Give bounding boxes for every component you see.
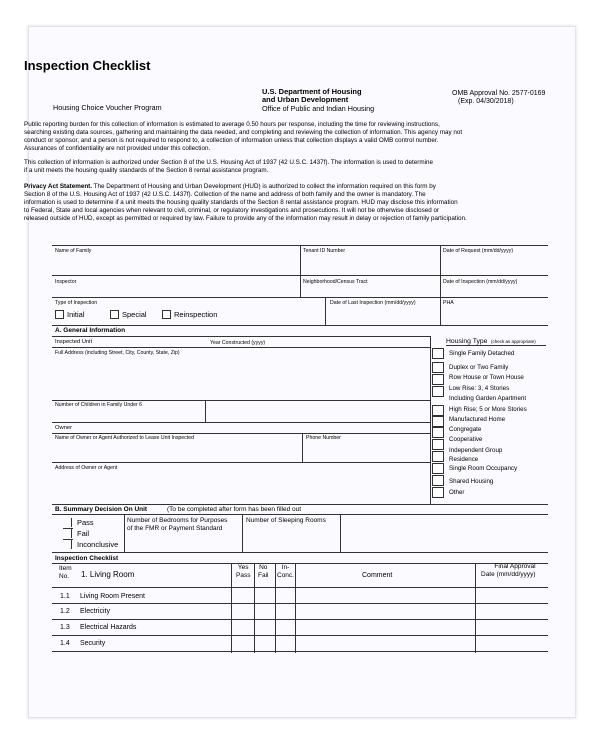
rule — [430, 336, 431, 504]
tenant-id-field[interactable] — [303, 256, 437, 273]
inconclusive-label: Inconclusive — [77, 540, 119, 549]
burden-statement: Public reporting burden for this collection of information is estimated to average 0.50 hours per response, including the time for reviewing instructions, searching existing data sources, gathering and maintaining the data needed, and completing and reviewing the collection of information. This agency may not conduct or sponsor, and a person is not required to respond to, a collection of information unless that collection displays a valid OMB control number. Assurances of confidentiality are not provided under this collection. — [24, 121, 463, 152]
room-heading: 1. Living Room — [81, 570, 135, 579]
row-comment-field[interactable] — [300, 605, 470, 617]
rule — [52, 504, 548, 505]
inspector-field[interactable] — [55, 286, 295, 296]
tenant-id-label: Tenant ID Number — [303, 248, 346, 254]
dept-line-2: and Urban Development — [262, 95, 349, 104]
row-comment-field[interactable] — [300, 590, 470, 602]
housing-option-label: Other — [449, 489, 465, 496]
neighborhood-label: Neighborhood/Census Tract — [303, 279, 368, 285]
housing-group-residence-checkbox[interactable] — [432, 451, 444, 462]
row-item: Living Room Present — [80, 593, 145, 600]
rule — [52, 587, 548, 588]
checklist-label: Inspection Checklist — [55, 555, 119, 562]
housing-option-label: Single Room Occupancy — [449, 465, 518, 472]
rule — [52, 635, 548, 636]
sleeping-rooms-field[interactable] — [246, 528, 336, 548]
housing-option-label: Single Family Detached — [449, 350, 515, 357]
date-of-request-field[interactable] — [443, 256, 545, 273]
rule — [52, 422, 430, 423]
rule — [52, 297, 548, 298]
inspected-unit-label: Inspected Unit — [55, 339, 93, 345]
initial-label: Initial — [67, 310, 85, 319]
name-of-family-field[interactable] — [55, 256, 295, 273]
rule — [446, 345, 546, 346]
full-address-field[interactable] — [55, 358, 425, 398]
rule — [302, 433, 303, 462]
housing-cooperative-checkbox[interactable] — [432, 439, 444, 450]
housing-row-house-checkbox[interactable] — [432, 374, 444, 385]
rule — [52, 347, 430, 348]
housing-option-label: Manufactured Home — [449, 416, 506, 423]
form-title: Inspection Checklist — [24, 58, 151, 73]
rule — [300, 245, 301, 297]
pha-field[interactable] — [443, 308, 545, 323]
type-of-inspection-label: Type of Inspection — [55, 300, 98, 306]
section-b-heading: B. Summary Decision On Unit — [55, 506, 148, 513]
sleeping-rooms-label: Number of Sleeping Rooms — [246, 517, 326, 524]
owner-address-field[interactable] — [55, 472, 425, 502]
housing-sro-checkbox[interactable] — [432, 463, 444, 474]
row-comment-field[interactable] — [300, 621, 470, 633]
col-yes-pass: Yes Pass — [236, 564, 251, 579]
rule — [325, 297, 326, 325]
row-number: 1.2 — [60, 608, 70, 615]
housing-shared-checkbox[interactable] — [432, 475, 444, 486]
privacy-statement — [24, 183, 534, 223]
section-a-heading: A. General Information — [55, 327, 126, 334]
fail-label: Fail — [77, 529, 90, 538]
rule — [124, 514, 125, 552]
housing-duplex-checkbox[interactable] — [432, 362, 444, 373]
housing-manufactured-checkbox[interactable] — [432, 416, 444, 427]
housing-option-label: High Rise; 5 or More Stories — [449, 406, 527, 413]
dept-line-1: U.S. Department of Housing — [262, 87, 362, 96]
housing-type-note: (check as appropriate) — [491, 339, 536, 344]
rule — [275, 563, 276, 653]
special-checkbox[interactable] — [110, 310, 119, 319]
housing-congregate-checkbox[interactable] — [432, 427, 444, 438]
rule — [242, 514, 243, 552]
bedrooms-label: Number of Bedrooms for Purposes of the FMR or Payment Standard — [127, 517, 228, 532]
row-item: Electrical Hazards — [80, 624, 137, 631]
section-b-note: (To be completed after form has been filled out — [167, 506, 302, 513]
row-item: Electricity — [80, 608, 110, 615]
num-children-field[interactable] — [208, 403, 426, 420]
housing-low-rise-checkbox[interactable] — [432, 386, 444, 397]
rule — [52, 462, 430, 463]
col-no-fail: No Fail — [258, 564, 269, 579]
phone-label: Phone Number — [306, 435, 341, 441]
housing-option-label: Duplex or Two Family — [449, 364, 509, 371]
rule — [52, 603, 548, 604]
date-of-request-label: Date of Request (mm/dd/yyyy) — [443, 248, 514, 254]
housing-option-label: Independent Group Residence — [449, 447, 503, 463]
rule — [475, 563, 476, 653]
inconclusive-box[interactable] — [63, 540, 72, 549]
rule — [52, 651, 548, 652]
date-last-inspection-field[interactable] — [330, 308, 436, 323]
phone-field[interactable] — [306, 442, 426, 460]
owner-name-label: Name of Owner or Agent Authorized to Lease Unit Inspected — [55, 435, 194, 441]
year-constructed-field[interactable] — [290, 338, 420, 346]
housing-option-label: Congregate — [449, 426, 482, 433]
housing-single-family-checkbox[interactable] — [432, 348, 444, 359]
housing-other-checkbox[interactable] — [432, 487, 444, 498]
date-of-inspection-label: Date of Inspection (mm/dd/yyyy) — [443, 279, 518, 285]
name-of-family-label: Name of Family — [55, 248, 92, 254]
pha-label: PHA — [443, 300, 454, 306]
program-name: Housing Choice Voucher Program — [53, 103, 162, 112]
rule — [52, 325, 548, 326]
rule — [52, 400, 430, 401]
row-comment-field[interactable] — [300, 637, 470, 649]
housing-option-label: Cooperative — [449, 436, 483, 443]
row-number: 1.4 — [60, 640, 70, 647]
fail-box[interactable] — [63, 529, 72, 538]
owner-label: Owner — [55, 425, 73, 431]
year-constructed-label: Year Constructed (yyyy) — [210, 340, 266, 346]
row-item: Security — [80, 640, 106, 647]
col-comment: Comment — [362, 572, 393, 579]
privacy-label: Privacy Act Statement. — [24, 183, 93, 190]
rule — [52, 433, 430, 434]
rule — [52, 336, 430, 337]
housing-option-label: Row House or Town House — [449, 374, 524, 381]
pass-box[interactable] — [63, 518, 72, 527]
omb-expiration: (Exp. 04/30/2018) — [458, 98, 514, 105]
rule — [340, 514, 341, 552]
reinspection-label: Reinspection — [174, 310, 218, 319]
rule — [52, 619, 548, 620]
rule — [231, 563, 232, 653]
date-of-inspection-field[interactable] — [443, 286, 545, 296]
omb-number: OMB Approval No. 2577-0169 — [452, 90, 546, 97]
owner-address-label: Address of Owner or Agent — [55, 465, 118, 471]
housing-option-label: Low Rise: 3, 4 Stories Including Garden Apartment — [449, 385, 527, 402]
rule — [254, 563, 255, 653]
rule — [295, 563, 296, 653]
initial-checkbox[interactable] — [55, 310, 64, 319]
rule — [52, 514, 548, 515]
rule — [440, 245, 441, 325]
dept-line-3: Office of Public and Indian Housing — [262, 104, 375, 113]
row-number: 1.3 — [60, 624, 70, 631]
date-last-inspection-label: Date of Last Inspection (mm/dd/yyyy) — [330, 300, 416, 306]
num-children-label: Number of Children in Family Under 6 — [55, 402, 143, 408]
rule — [205, 400, 206, 422]
privacy-text: The Department of Housing and Urban Development (HUD) is authorized to collect the information required on this form by Section 8 of the U.S. Housing Act of 1937 (42 U.S.C. 1437f). Collection of the name and address of both family and the owner is mandatory. The information is used to determine if a unit meets the housing quality standards of the Section 8 rental assistance program. HUD may disclose this information to Federal, State and local agencies when relevant to civil, criminal, or regulatory investigations and prosecutions. It will not be otherwise disclosed or released outside of HUD, except as permitted or required by law. Failure to provide any of the information may result in delay or rejection of family participation. — [24, 183, 467, 222]
inspector-label: Inspector — [55, 279, 77, 285]
reinspection-checkbox[interactable] — [162, 310, 171, 319]
special-label: Special — [122, 310, 147, 319]
pass-label: Pass — [77, 518, 94, 527]
full-address-label: Full Address (including Street, City, County, State, Zip) — [55, 350, 180, 356]
housing-type-label: Housing Type — [446, 338, 488, 345]
row-number: 1.1 — [60, 593, 70, 600]
rule — [52, 552, 548, 553]
neighborhood-field[interactable] — [303, 286, 437, 296]
col-in-conc: In- Conc. — [277, 564, 294, 579]
col-final-approval: Final Approval Date (mm/dd/yyyy) — [481, 563, 536, 578]
owner-name-field[interactable] — [55, 442, 295, 460]
rule — [52, 563, 548, 564]
housing-option-label: Shared Housing — [449, 478, 494, 485]
authority-statement: This collection of information is authorized under Section 8 of the U.S. Housing Act of 1937 (42 U.S.C. 1437f). The information is used to determine if a unit meets the housing quality standards of the Section 8 rental assistance program. — [24, 159, 434, 174]
col-item-no: Item No. — [59, 565, 72, 580]
housing-high-rise-checkbox[interactable] — [432, 405, 444, 416]
